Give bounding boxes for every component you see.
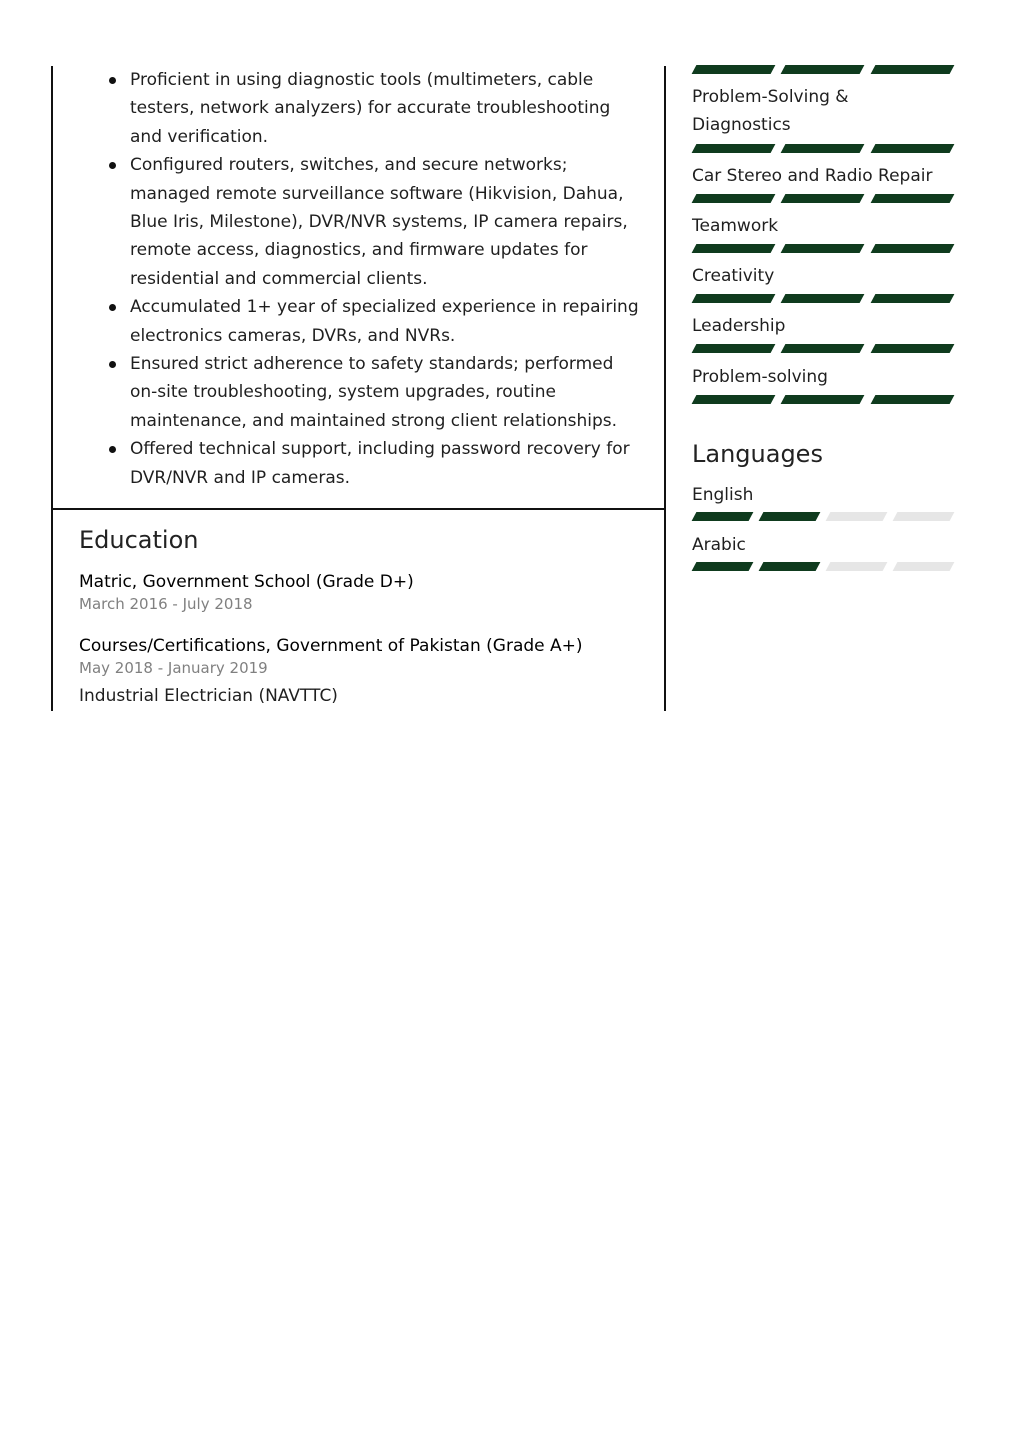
experience-bullet: Offered technical support, including password recovery for DVR/NVR and IP cameras. [53, 435, 666, 492]
level-segment-filled [692, 395, 776, 404]
level-segment-filled [692, 294, 776, 303]
level-segment-filled [870, 194, 954, 203]
language-level-bar [690, 562, 950, 572]
skill-level-bar [690, 294, 950, 304]
education-date: May 2018 - January 2019 [79, 659, 268, 677]
level-segment-filled [781, 344, 865, 353]
bullet-dot-icon [109, 162, 116, 169]
skill-level-bar [690, 395, 950, 405]
level-segment-filled [759, 512, 821, 521]
bullet-dot-icon [109, 446, 116, 453]
language-level-bar [690, 512, 950, 522]
level-segment-filled [781, 294, 865, 303]
bullet-dot-icon [109, 304, 116, 311]
language-label: Arabic [692, 535, 746, 555]
language-label: English [692, 485, 754, 505]
level-segment-filled [870, 65, 954, 74]
languages-heading: Languages [692, 440, 823, 468]
section-divider [53, 508, 666, 510]
level-segment-filled [692, 244, 776, 253]
level-segment-filled [781, 144, 865, 153]
education-entry [79, 571, 659, 615]
skill-level-bar [690, 344, 950, 354]
level-segment-filled [781, 395, 865, 404]
skill-label: Teamwork [692, 216, 779, 236]
level-segment-filled [870, 244, 954, 253]
education-detail: Industrial Electrician (NAVTTC) [79, 686, 338, 706]
skill-label: Creativity [692, 266, 775, 286]
skill-level-bar [690, 65, 950, 75]
level-segment-filled [692, 562, 754, 571]
level-segment-filled [870, 395, 954, 404]
experience-bullet: Accumulated 1+ year of specialized experience in repairing electronics cameras, DVRs, and NVRs. [53, 293, 666, 350]
level-segment-filled [781, 244, 865, 253]
level-segment-filled [870, 294, 954, 303]
level-segment-empty [826, 512, 888, 521]
bullet-dot-icon [109, 361, 116, 368]
level-segment-filled [692, 144, 776, 153]
experience-bullet: Configured routers, switches, and secure networks; managed remote surveillance software (Hikvision, Dahua, Blue Iris, Milestone), DVR/NVR systems, IP camera repairs, remote access, diagnostics, and firmware updates for residential and commercial clients. [53, 151, 666, 293]
level-segment-filled [781, 65, 865, 74]
skill-label: Car Stereo and Radio Repair [692, 166, 933, 186]
bullet-dot-icon [109, 77, 116, 84]
level-segment-filled [870, 144, 954, 153]
level-segment-empty [826, 562, 888, 571]
skill-level-bar [690, 144, 950, 154]
skill-level-bar [690, 244, 950, 254]
level-segment-filled [781, 194, 865, 203]
education-title: Matric, Government School (Grade D+) [79, 572, 414, 592]
main-column [51, 66, 666, 711]
education-heading: Education [79, 526, 199, 554]
education-date: March 2016 - July 2018 [79, 595, 253, 613]
skill-label: Problem-solving [692, 367, 828, 387]
education-title: Courses/Certifications, Government of Pakistan (Grade A+) [79, 636, 583, 656]
experience-bullet: Ensured strict adherence to safety standards; performed on-site troubleshooting, system upgrades, routine maintenance, and maintained strong client relationships. [53, 350, 666, 435]
education-entry [79, 635, 659, 707]
skill-level-bar [690, 194, 950, 204]
skill-label: Problem-Solving & Diagnostics [692, 87, 849, 135]
level-segment-empty [893, 512, 955, 521]
level-segment-filled [759, 562, 821, 571]
level-segment-filled [870, 344, 954, 353]
level-segment-filled [692, 65, 776, 74]
level-segment-filled [692, 194, 776, 203]
skill-label: Leadership [692, 316, 786, 336]
experience-bullet-list [53, 66, 666, 492]
level-segment-filled [692, 344, 776, 353]
level-segment-filled [692, 512, 754, 521]
experience-bullet: Proficient in using diagnostic tools (multimeters, cable testers, network analyzers) for accurate troubleshooting and verification. [53, 66, 666, 151]
level-segment-empty [893, 562, 955, 571]
